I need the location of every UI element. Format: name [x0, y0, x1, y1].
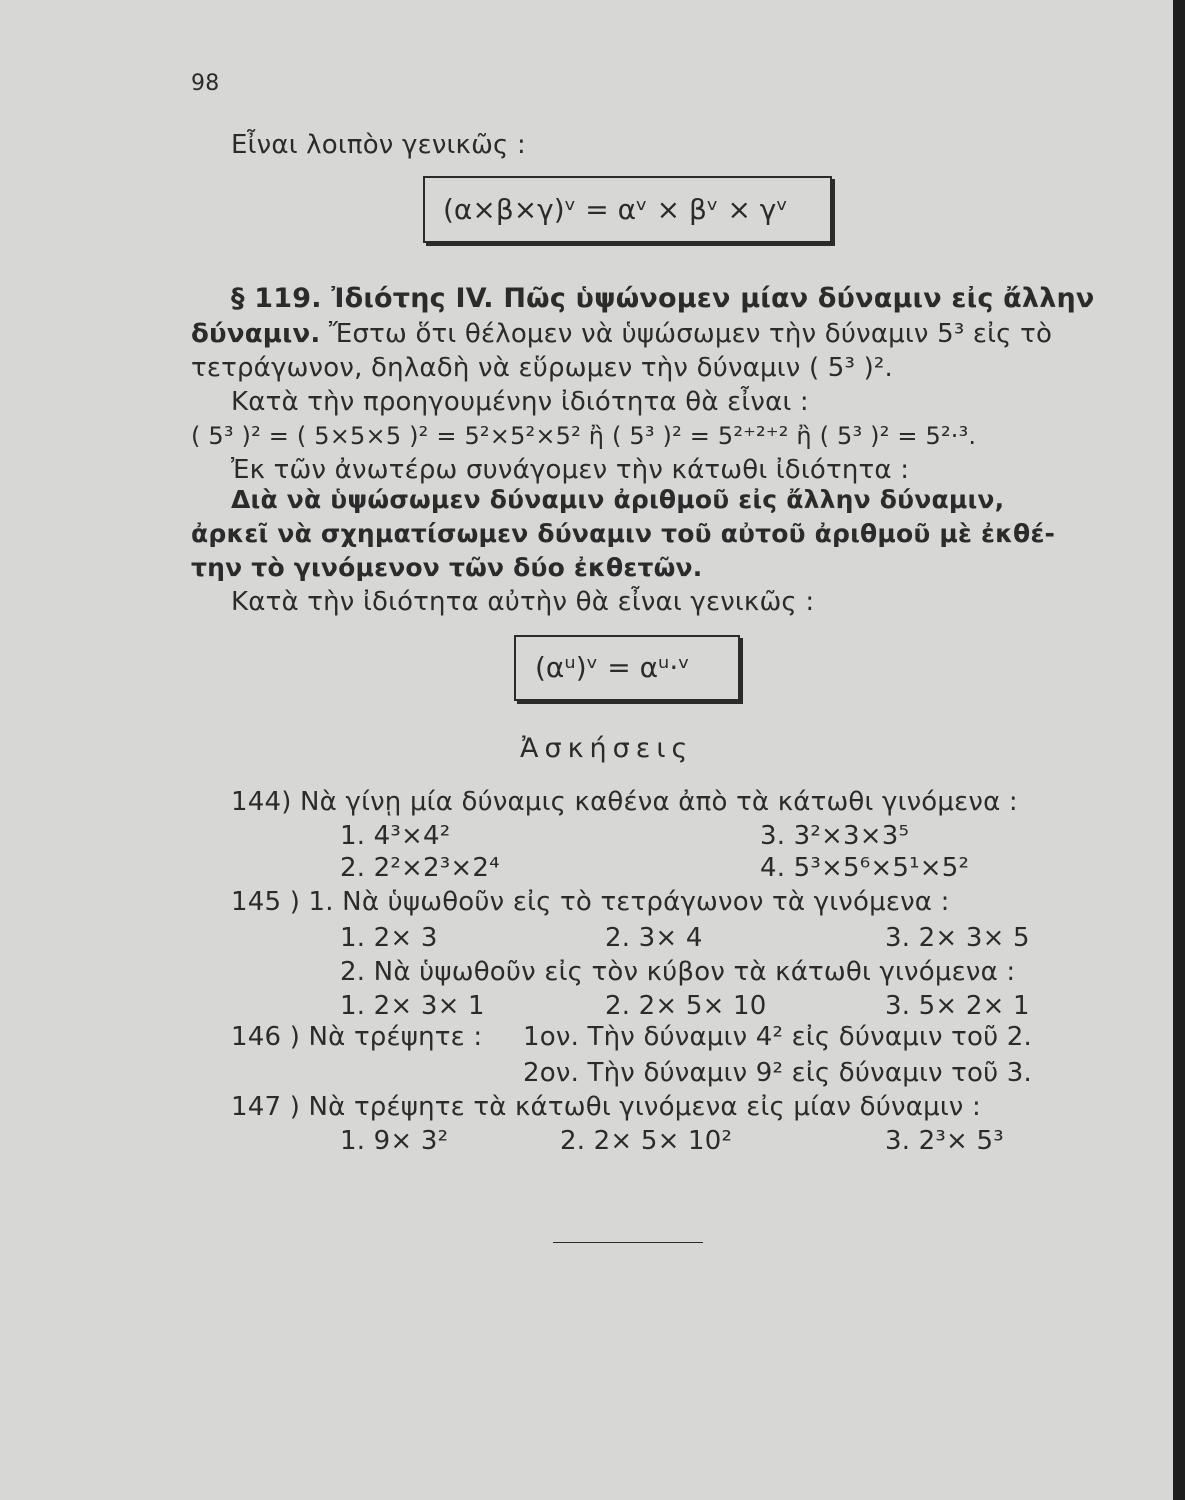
exercise-147-c1: 1. 9× 3²	[340, 1126, 449, 1156]
exercise-144-item-2: 2. 2²×2³×2⁴	[340, 853, 500, 883]
section-line-3: τετράγωνον, δηλαδὴ νὰ εὕρωμεν τὴν δύναμιν ( 5³ )².	[191, 353, 894, 383]
exercise-144-prompt: 144) Νὰ γίνῃ μία δύναμις καθένα ἀπὸ τὰ κάτωθι γινόμενα :	[231, 787, 1018, 817]
section-line-2	[191, 318, 1052, 350]
exercise-145-a1: 1. 2× 3	[340, 923, 438, 953]
exercise-147-c2: 2. 2× 5× 10²	[560, 1126, 733, 1156]
exercise-145-prompt: 145 ) 1. Νὰ ὑψωθοῦν εἰς τὸ τετράγωνον τὰ γινόμενα :	[231, 887, 950, 917]
exercise-146-prompt: 146 ) Νὰ τρέψητε :	[231, 1022, 483, 1052]
exercise-146-line-2: 2ον. Τὴν δύναμιν 9² εἰς δύναμιν τοῦ 3.	[523, 1058, 1033, 1088]
exercise-145-a3: 3. 2× 3× 5	[885, 923, 1030, 953]
exercise-145-b1: 1. 2× 3× 1	[340, 991, 485, 1021]
section-line-4: Κατὰ τὴν προηγουμένην ἰδιότητα θὰ εἶναι :	[231, 387, 809, 417]
exercise-145-prompt-2: 2. Νὰ ὑψωθοῦν εἰς τὸν κύβον τὰ κάτωθι γινόμενα :	[340, 957, 1016, 987]
section-line-7: Κατὰ τὴν ἰδιότητα αὐτὴν θὰ εἶναι γενικῶς :	[231, 587, 815, 617]
exercise-147-c3: 3. 2³× 5³	[885, 1126, 1004, 1156]
end-divider	[553, 1242, 703, 1243]
formula-power-of-power: (αᵘ)ᵛ = αᵘ·ᵛ	[535, 651, 690, 684]
section-line-2-text: Ἔστω ὅτι θέλομεν νὰ ὑψώσωμεν τὴν δύναμιν 5³ εἰς τὸ	[328, 319, 1053, 349]
section-line-5: ( 5³ )² = ( 5×5×5 )² = 5²×5²×5² ἢ ( 5³ )² = 5²⁺²⁺² ἢ ( 5³ )² = 5²·³.	[191, 422, 977, 450]
intro-text: Εἶναι λοιπὸν γενικῶς :	[231, 130, 526, 160]
page-number: 98	[191, 71, 220, 96]
section-title: § 119. Ἰδιότης IV. Πῶς ὑψώνομεν μίαν δύναμιν εἰς ἄλλην	[231, 283, 1095, 314]
rule-line-2: ἀρκεῖ νὰ σχηματίσωμεν δύναμιν τοῦ αὐτοῦ ἀριθμοῦ μὲ ἐκθέ-	[191, 519, 1056, 548]
exercise-147-prompt: 147 ) Νὰ τρέψητε τὰ κάτωθι γινόμενα εἰς μίαν δύναμιν :	[231, 1092, 981, 1122]
section-line-6: Ἐκ τῶν ἀνωτέρω συνάγομεν τὴν κάτωθι ἰδιότητα :	[231, 455, 910, 485]
exercise-146-line-1: 1ον. Τὴν δύναμιν 4² εἰς δύναμιν τοῦ 2.	[523, 1022, 1033, 1052]
exercise-144-item-3: 3. 3²×3×3⁵	[760, 821, 910, 851]
rule-line-1: Διὰ νὰ ὑψώσωμεν δύναμιν ἀριθμοῦ εἰς ἄλλην δύναμιν,	[231, 485, 1005, 514]
page-edge-shadow	[1173, 0, 1185, 1500]
rule-line-3: την τὸ γινόμενον τῶν δύο ἐκθετῶν.	[191, 553, 703, 582]
exercise-145-b2: 2. 2× 5× 10	[605, 991, 767, 1021]
exercise-145-b3: 3. 5× 2× 1	[885, 991, 1030, 1021]
exercises-heading: Ἀσκήσεις	[520, 733, 694, 764]
formula-product-power: (α×β×γ)ᵛ = αᵛ × βᵛ × γᵛ	[443, 193, 789, 226]
exercise-145-a2: 2. 3× 4	[605, 923, 703, 953]
exercise-144-item-1: 1. 4³×4²	[340, 821, 451, 851]
exercise-144-item-4: 4. 5³×5⁶×5¹×5²	[760, 853, 970, 883]
section-title-end: δύναμιν.	[191, 319, 321, 349]
